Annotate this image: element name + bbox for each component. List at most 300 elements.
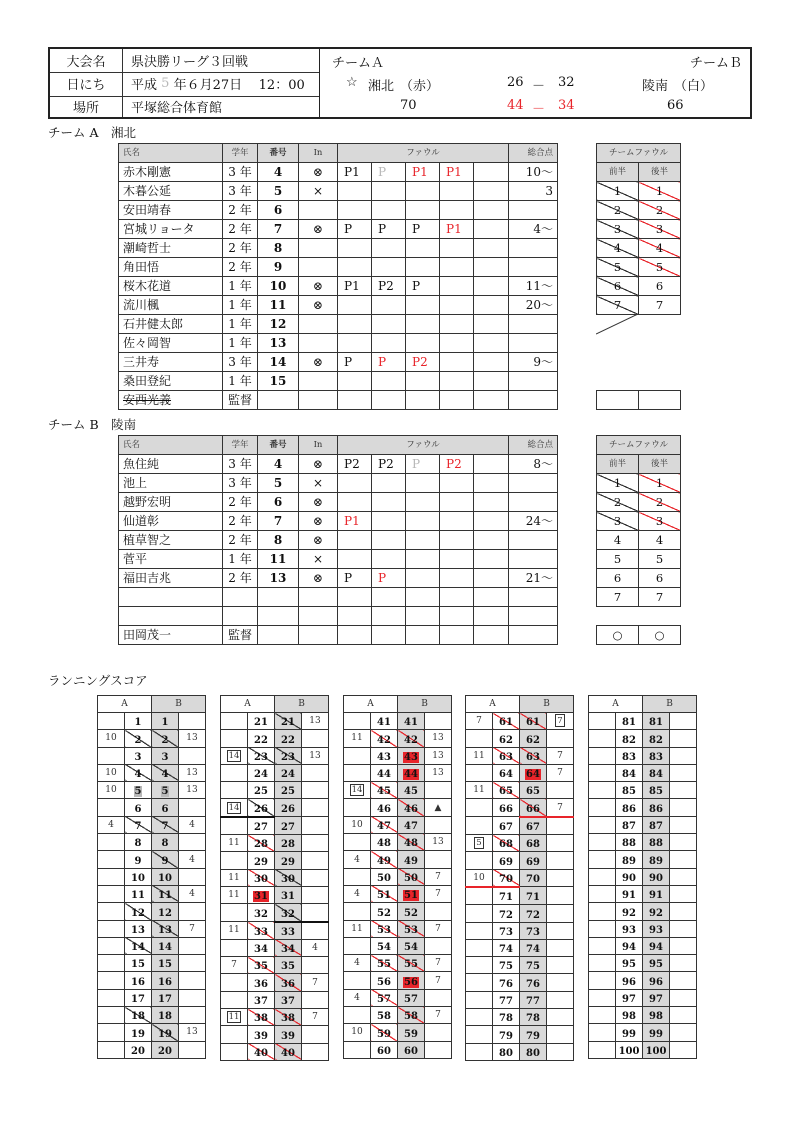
team-a-scorer-number: 11 (228, 872, 240, 883)
player-row (119, 474, 558, 493)
team-a-scorer-cell (589, 816, 616, 833)
running-score-header (98, 696, 206, 713)
team-a-running-cell (248, 991, 275, 1008)
team-b-coach-fouls-table (596, 625, 681, 645)
team-b-running-cell (643, 1007, 670, 1024)
team-a-running-number: 67 (499, 822, 513, 834)
team-a-running-number: 73 (499, 926, 513, 938)
team-b-scorer-number: 13 (432, 750, 444, 761)
team-b-running-cell (152, 868, 179, 885)
player-in-mark (299, 258, 338, 277)
team-a-scorer-cell (466, 782, 493, 799)
player-name: 木暮公延 (119, 182, 223, 201)
foul-cell (338, 531, 372, 550)
running-score-row (221, 939, 329, 956)
team-b-running-number: 81 (649, 717, 663, 729)
player-in-mark: ⊗ (299, 493, 338, 512)
team-a-scorer-cell (466, 799, 493, 817)
team-a-running-cell (248, 747, 275, 764)
foul-cell (406, 391, 440, 410)
team-a-scorer-number: 10 (105, 785, 117, 796)
running-score-row (98, 903, 206, 920)
team-a-running-number: 22 (254, 734, 268, 746)
team-a-running-number: 63 (499, 751, 513, 763)
team-b-scorer-cell (179, 989, 206, 1006)
team-b-scorer-cell (425, 799, 452, 816)
player-total-points (509, 315, 558, 334)
team-b-running-number: 10 (158, 872, 172, 884)
player-number: 8 (258, 531, 299, 550)
running-score-row (221, 852, 329, 869)
running-score-row (98, 989, 206, 1006)
team-b-scorer-cell (670, 851, 697, 868)
team-b-scorer-cell (179, 713, 206, 730)
first-half-label: 前半 (597, 163, 639, 182)
team-b-running-number: 61 (526, 717, 540, 729)
team-a-running-number: 65 (499, 786, 513, 798)
team-a-scorer-cell (344, 1024, 371, 1041)
team-b-running-cell (275, 1043, 302, 1060)
foul-cell (338, 372, 372, 391)
team-b-running-cell (520, 1043, 547, 1060)
team-b-scorer-cell (670, 937, 697, 954)
team-a-running-cell (371, 955, 398, 972)
roster-header-row (119, 436, 558, 455)
team-b-running-cell (398, 1007, 425, 1024)
team-b-running-cell (275, 939, 302, 956)
team-b-running-number: 43 (404, 751, 418, 763)
team-a-scorer-cell (98, 816, 125, 833)
running-score-block (220, 695, 329, 1061)
team-a-scorer-cell (344, 834, 371, 851)
team-a-running-cell (493, 905, 520, 922)
team-b-running-number: 24 (281, 769, 295, 781)
team-a-scorer-cell (589, 1007, 616, 1024)
running-score-row (344, 764, 452, 781)
foul-cell (474, 182, 509, 201)
team-b-running-cell (520, 974, 547, 991)
player-grade: 3 年 (223, 455, 258, 474)
team-b-scorer-cell (547, 764, 574, 781)
team-a-running-number: 29 (254, 856, 268, 868)
team-a-scorer-cell (589, 903, 616, 920)
team-b-scorer-cell (179, 1041, 206, 1058)
team-b-running-number: 77 (526, 996, 540, 1008)
team-a-running-number: 93 (622, 924, 636, 936)
team-b-scorer-cell (179, 1024, 206, 1041)
team-a-running-number: 24 (254, 769, 268, 781)
player-grade: 2 年 (223, 512, 258, 531)
team-a-running-cell (371, 937, 398, 954)
player-name: 赤木剛憲 (119, 163, 223, 182)
running-score-row (344, 868, 452, 885)
team-b-scorer-number: 7 (435, 923, 441, 934)
date-value (123, 72, 305, 96)
player-row (119, 531, 558, 550)
foul-cell (406, 334, 440, 353)
team-b-running-number: 29 (281, 856, 295, 868)
team-a-running-number: 76 (499, 978, 513, 990)
foul-cell (440, 626, 474, 645)
team-a-scorer-cell (589, 955, 616, 972)
team-b-running-cell (398, 868, 425, 885)
team-a-running-cell (616, 713, 643, 730)
running-score-row (466, 1043, 574, 1060)
team-b-scorer-cell (425, 764, 452, 781)
team-b-scorer-cell (302, 817, 329, 835)
team-b-running-cell (520, 782, 547, 799)
team-a-running-number: 98 (622, 1011, 636, 1023)
team-b-running-cell (643, 747, 670, 764)
team-b-running-cell (643, 989, 670, 1006)
team-b-running-cell (398, 972, 425, 989)
coach-foul-row (597, 391, 681, 410)
team-a-running-cell (493, 922, 520, 939)
foul-cell (338, 474, 372, 493)
player-name: 三井寿 (119, 353, 223, 372)
team-b-running-number: 50 (404, 872, 418, 884)
team-a-running-cell (125, 937, 152, 954)
team-a-scorer-cell (98, 1024, 125, 1041)
running-score-row (98, 713, 206, 730)
player-row (119, 607, 558, 626)
player-number: 6 (258, 493, 299, 512)
team-b-running-cell (643, 868, 670, 885)
column-header-grade: 学年 (223, 436, 258, 455)
team-b-running-number: 17 (158, 994, 172, 1006)
team-b-scorer-cell (670, 868, 697, 885)
player-name: 石井健太郎 (119, 315, 223, 334)
second-half-score-b: 34 (558, 98, 575, 113)
running-score-row (589, 834, 697, 851)
team-a-scorer-cell (98, 782, 125, 799)
team-a-running-cell (493, 713, 520, 730)
player-total-points (509, 372, 558, 391)
player-name: 植草智之 (119, 531, 223, 550)
team-b-running-cell (275, 782, 302, 799)
player-name: 池上 (119, 474, 223, 493)
team-a-running-number: 8 (134, 838, 142, 850)
team-a-running-number: 45 (377, 786, 391, 798)
running-score-row (466, 1009, 574, 1026)
team-a-running-number: 26 (254, 803, 268, 815)
team-b-scorer-number: 4 (189, 889, 195, 900)
team-foul-row (597, 220, 681, 239)
running-score-row (344, 885, 452, 902)
player-number (258, 607, 299, 626)
team-a-running-number: 19 (131, 1028, 145, 1040)
team-b-running-number: 55 (404, 959, 418, 971)
team-a-scorer-cell (344, 747, 371, 764)
team-a-running-cell (371, 747, 398, 764)
team-b-scorer-cell (179, 816, 206, 833)
foul-cell (338, 334, 372, 353)
player-row (119, 182, 558, 201)
team-b-running-cell (152, 937, 179, 954)
team-a-scorer-cell (589, 730, 616, 747)
team-b-scorer-number: 13 (432, 733, 444, 744)
team-a-scorer-cell (589, 851, 616, 868)
running-score-row (98, 920, 206, 937)
team-a-running-cell (616, 1007, 643, 1024)
running-score-row (589, 972, 697, 989)
team-a-scorer-cell (221, 991, 248, 1008)
team-b-scorer-cell (547, 782, 574, 799)
player-in-mark: ⊗ (299, 296, 338, 315)
player-name: 流川楓 (119, 296, 223, 315)
team-b-running-cell (643, 730, 670, 747)
team-b-scorer-cell (179, 747, 206, 764)
running-score-team-b-header: B (643, 696, 697, 713)
game-info-box (48, 47, 752, 119)
team-a-running-number: 79 (499, 1030, 513, 1042)
foul-cell (474, 163, 509, 182)
first-half-score-a: 26 (507, 75, 524, 90)
team-b-scorer-cell (179, 955, 206, 972)
team-b-running-number: 60 (404, 1045, 418, 1057)
team-a-scorer-cell (466, 957, 493, 974)
team-b-running-cell (643, 937, 670, 954)
running-score-row (344, 1007, 452, 1024)
team-a-running-number: 56 (377, 976, 391, 988)
team-b-running-cell (275, 1026, 302, 1043)
team-a-running-number: 27 (254, 822, 268, 834)
foul-cell (440, 569, 474, 588)
foul-cell (406, 569, 440, 588)
team-a-running-cell (493, 1009, 520, 1026)
foul-cell (338, 626, 372, 645)
team-b-running-number: 40 (281, 1047, 295, 1059)
team-b-running-cell (398, 1024, 425, 1041)
first-half-separator: － (532, 79, 546, 94)
team-a-running-cell (125, 1041, 152, 1058)
running-score-row (589, 799, 697, 816)
team-b-section-title: チーム B 陵南 (48, 417, 137, 432)
team-b-running-cell (275, 974, 302, 991)
team-b-running-cell (643, 955, 670, 972)
team-a-scorer-number: 11 (351, 923, 363, 934)
team-a-running-number: 7 (134, 821, 142, 833)
running-score-row (589, 851, 697, 868)
team-a-scorer-number: 14 (351, 785, 363, 796)
team-a-running-number: 59 (377, 1028, 391, 1040)
player-number: 14 (258, 353, 299, 372)
foul-cell (474, 315, 509, 334)
team-a-scorer-cell (221, 852, 248, 869)
team-a-running-cell (248, 713, 275, 730)
team-b-running-cell (643, 816, 670, 833)
player-grade: 1 年 (223, 277, 258, 296)
team-b-running-cell (398, 955, 425, 972)
foul-cell (372, 550, 406, 569)
running-score-row (98, 730, 206, 747)
team-b-running-number: 84 (649, 769, 663, 781)
team-b-running-number: 49 (404, 855, 418, 867)
team-a-foul-extra-slash (596, 313, 640, 335)
team-b-scorer-cell (670, 713, 697, 730)
player-row (119, 493, 558, 512)
team-a-running-cell (493, 939, 520, 956)
team-b-running-cell (643, 834, 670, 851)
team-a-scorer-number: 11 (228, 890, 240, 901)
team-a-running-cell (493, 747, 520, 764)
team-b-running-number: 56 (404, 976, 418, 988)
running-score-row (98, 816, 206, 833)
team-a-running-number: 58 (377, 1011, 391, 1023)
team-a-running-cell (248, 922, 275, 940)
team-foul-row (597, 296, 681, 315)
foul-cell: P1 (338, 277, 372, 296)
team-b-running-number: 13 (158, 924, 172, 936)
foul-cell (372, 512, 406, 531)
team-a-running-cell (371, 1041, 398, 1058)
team-a-running-cell (493, 991, 520, 1008)
player-name: 魚住純 (119, 455, 223, 474)
team-a-running-number: 13 (131, 924, 145, 936)
team-b-running-number: 90 (649, 872, 663, 884)
running-score-row (589, 920, 697, 937)
running-score-row (344, 972, 452, 989)
player-grade: 3 年 (223, 163, 258, 182)
team-b-running-number: 8 (161, 838, 169, 850)
team-a-running-number: 16 (131, 976, 145, 988)
foul-cell: P (372, 220, 406, 239)
team-a-running-cell (248, 730, 275, 747)
team-a-scorer-cell (98, 747, 125, 764)
coach-foul-row (597, 626, 681, 645)
team-a-running-cell (493, 835, 520, 852)
column-header-number: 番号 (258, 436, 299, 455)
running-score-row (344, 799, 452, 816)
team-b-running-number: 5 (161, 786, 169, 798)
team-b-running-number: 93 (649, 924, 663, 936)
team-a-running-cell (493, 957, 520, 974)
team-b-running-number: 73 (526, 926, 540, 938)
team-b-running-cell (520, 713, 547, 730)
team-a-scorer-cell (98, 955, 125, 972)
team-a-running-number: 35 (254, 961, 268, 973)
team-b-scorer-number: 7 (435, 889, 441, 900)
running-score-row (466, 764, 574, 781)
running-score-row (221, 747, 329, 764)
foul-cell: P (372, 569, 406, 588)
team-a-running-number: 41 (377, 717, 391, 729)
team-b-scorer-number: 13 (309, 716, 321, 727)
team-b-running-number: 44 (404, 769, 418, 781)
team-a-scorer-cell (589, 1024, 616, 1041)
player-in-mark: ⊗ (299, 163, 338, 182)
team-b-running-number: 47 (404, 821, 418, 833)
foul-cell (338, 550, 372, 569)
team-b-roster-table (118, 435, 558, 645)
team-b-running-number: 66 (526, 803, 540, 815)
team-a-scorer-cell (589, 834, 616, 851)
team-a-running-number: 39 (254, 1030, 268, 1042)
team-b-running-cell (275, 904, 302, 922)
team-b-running-number: 79 (526, 1030, 540, 1042)
team-a-scorer-cell (466, 747, 493, 764)
team-b-running-number: 75 (526, 961, 540, 973)
player-grade: 監督 (223, 626, 258, 645)
team-a-running-number: 92 (622, 907, 636, 919)
team-b-running-number: 19 (158, 1028, 172, 1040)
team-a-scorer-number: 4 (354, 958, 360, 969)
team-b-scorer-cell (547, 957, 574, 974)
team-a-running-number: 80 (499, 1047, 513, 1059)
team-b-scorer-cell (425, 937, 452, 954)
running-score-row (221, 974, 329, 991)
player-total-points: 4～ (509, 220, 558, 239)
foul-cell (440, 372, 474, 391)
team-a-scorer-cell (98, 799, 125, 816)
foul-cell: P1 (338, 163, 372, 182)
player-number: 11 (258, 296, 299, 315)
running-score-row (98, 747, 206, 764)
player-in-mark: ⊗ (299, 353, 338, 372)
player-number: 12 (258, 315, 299, 334)
foul-cell (440, 277, 474, 296)
team-a-running-cell (125, 764, 152, 781)
team-a-running-number: 48 (377, 838, 391, 850)
team-b-running-cell (520, 905, 547, 922)
team-b-running-number: 64 (526, 769, 540, 781)
team-a-running-cell (616, 989, 643, 1006)
foul-cell: P2 (338, 455, 372, 474)
foul-cell (406, 296, 440, 315)
team-a-running-cell (616, 868, 643, 885)
team-a-scorer-cell (344, 903, 371, 920)
team-b-running-number: 1 (161, 717, 169, 729)
team-a-running-cell (371, 764, 398, 781)
team-a-running-number: 1 (134, 717, 142, 729)
team-a-running-cell (125, 972, 152, 989)
team-a-scorer-cell (221, 1043, 248, 1060)
player-total-points (509, 258, 558, 277)
team-b-scorer-number: 13 (186, 1027, 198, 1038)
player-name: 福田吉兆 (119, 569, 223, 588)
foul-cell (406, 493, 440, 512)
player-grade: 1 年 (223, 296, 258, 315)
team-b-scorer-cell (302, 747, 329, 764)
foul-cell (372, 315, 406, 334)
team-a-running-number: 20 (131, 1045, 145, 1057)
player-number: 13 (258, 569, 299, 588)
player-number: 8 (258, 239, 299, 258)
team-b-scorer-cell (425, 1007, 452, 1024)
team-a-running-number: 75 (499, 961, 513, 973)
team-a-scorer-cell (466, 869, 493, 887)
team-a-scorer-cell (221, 904, 248, 922)
team-a-scorer-cell (344, 972, 371, 989)
team-a-name: 湘北 (368, 79, 395, 94)
team-b-running-cell (643, 1041, 670, 1058)
player-number (258, 626, 299, 645)
player-grade: 2 年 (223, 258, 258, 277)
team-a-scorer-cell (589, 782, 616, 799)
player-row (119, 550, 558, 569)
team-b-scorer-cell (179, 782, 206, 799)
running-score-row (344, 834, 452, 851)
running-score-row (466, 835, 574, 852)
team-b-scorer-cell (670, 1024, 697, 1041)
foul-cell (406, 550, 440, 569)
team-b-running-number: 58 (404, 1011, 418, 1023)
second-half-foul-count: 6 (639, 569, 681, 588)
team-b-running-cell (643, 782, 670, 799)
team-a-running-number: 88 (622, 838, 636, 850)
foul-cell (440, 493, 474, 512)
team-b-running-number: 2 (161, 734, 169, 746)
